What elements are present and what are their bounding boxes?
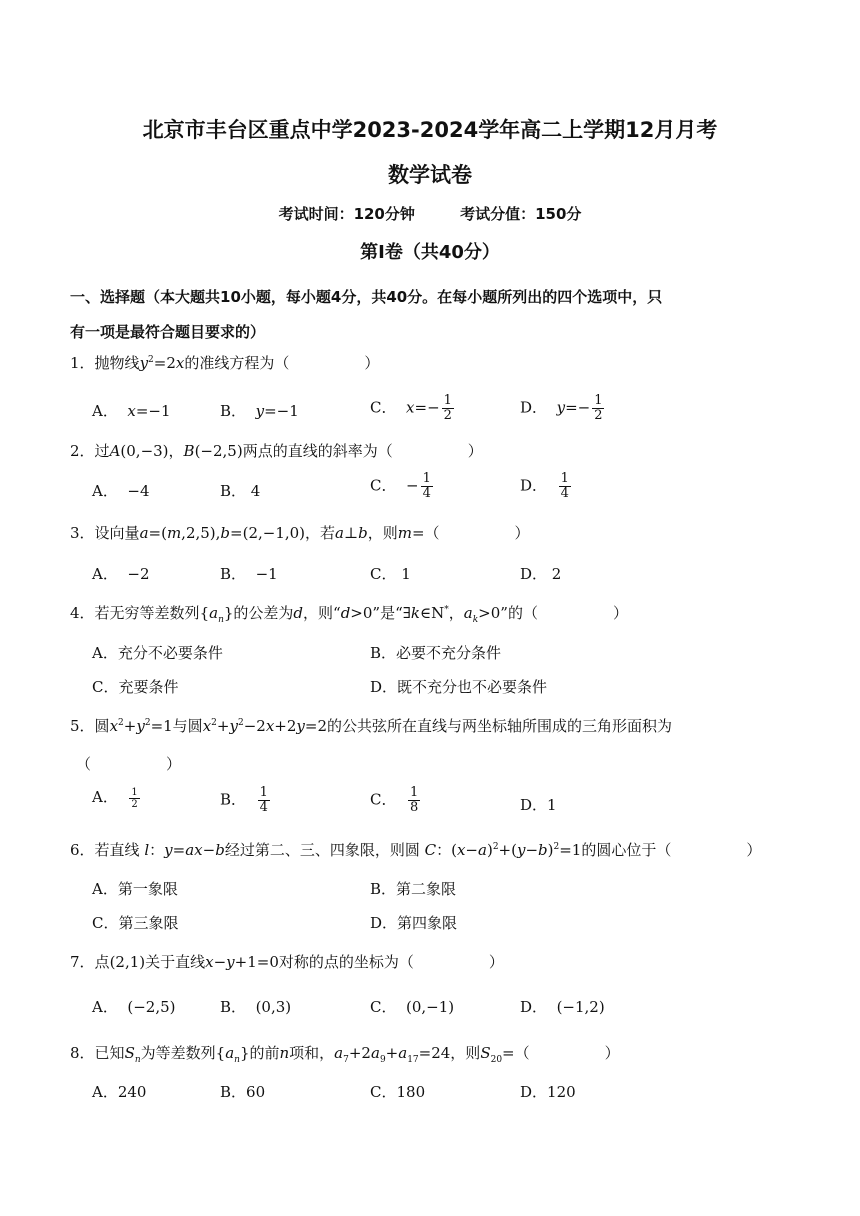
q1-option-c[interactable]: C． x=− $\frac{1}{2}$ <box>370 393 452 423</box>
exam-score: 考试分值：150分 <box>460 205 582 223</box>
q6-option-b[interactable]: B．第二象限 <box>370 880 457 898</box>
q6-option-d[interactable]: D．第四象限 <box>370 914 458 932</box>
section-heading: 一、选择题（本大题共10小题，每小题4分，共40分。在每小题所列出的四个选项中，只 有一项是最符合题目要求的） <box>70 288 663 341</box>
question-6: 6．若直线 l：y=ax−b经过第二、三、四象限，则圆 C：$(x-a)^2+(y-b)^2=1$的圆心位于（ ） <box>70 841 762 859</box>
q6-option-c[interactable]: C．第三象限 <box>92 914 179 932</box>
q3-option-d[interactable]: D． 2 <box>520 565 562 583</box>
q5-option-c[interactable]: C． $\frac{1}{8}$ <box>370 785 419 815</box>
q1-option-a[interactable]: A． x=−1 <box>92 402 171 420</box>
q7-option-a[interactable]: A． (−2,5) <box>92 998 176 1016</box>
q8-option-d[interactable]: D．120 <box>520 1083 576 1101</box>
question-7: 7．点(2,1)关于直线x−y+1=0对称的点的坐标为（ ） <box>70 953 504 971</box>
question-5: 5．圆$x^2+y^2=1$与圆$x^2+y^2-2x+2y=2$的公共弦所在直线与两坐标轴所围成的三角形面积为 <box>70 717 673 735</box>
q4-option-a[interactable]: A．充分不必要条件 <box>92 644 223 662</box>
q8-option-a[interactable]: A．240 <box>92 1083 147 1101</box>
q3-option-b[interactable]: B． −1 <box>220 565 278 583</box>
q5-option-d[interactable]: D．1 <box>520 796 557 814</box>
question-1: 1．抛物线$y^2=2x$的准线方程为（ ） <box>70 354 380 372</box>
q2-option-c[interactable]: C． − $\frac{1}{4}$ <box>370 471 431 501</box>
volume-title: 第I卷（共40分） <box>360 242 500 263</box>
q8-option-c[interactable]: C．180 <box>370 1083 426 1101</box>
question-4: 4．若无穷等差数列$\{a_n\}$的公差为d，则“d>0”是“∃k∈N*，$a_k>0$”的（ ） <box>70 604 628 625</box>
question-8: 8．已知$S_n$为等差数列$\{a_n\}$的前n项和，$a_7+2a_9+a_{17}=24$，则$S_{20}=$（ ） <box>70 1044 620 1065</box>
question-2: 2．过A(0,−3)，B(−2,5)两点的直线的斜率为（ ） <box>70 442 483 460</box>
q1-option-b[interactable]: B． y=−1 <box>220 402 299 420</box>
q2-option-a[interactable]: A． −4 <box>92 482 150 500</box>
q6-option-a[interactable]: A．第一象限 <box>92 880 178 898</box>
exam-time: 考试时间：120分钟 <box>278 205 415 223</box>
q7-option-c[interactable]: C． (0,−1) <box>370 998 455 1016</box>
q7-option-b[interactable]: B． (0,3) <box>220 998 292 1016</box>
q2-option-d[interactable]: D． $\frac{1}{4}$ <box>520 471 569 501</box>
q3-option-a[interactable]: A． −2 <box>92 565 150 583</box>
question-5-blank: （ ） <box>76 755 182 773</box>
q3-option-c[interactable]: C． 1 <box>370 565 411 583</box>
q7-option-d[interactable]: D． (−1,2) <box>520 998 605 1016</box>
question-3: 3．设向量a=(m,2,5),b=(2,−1,0)，若a⊥b，则m=（ ） <box>70 524 530 542</box>
exam-subtitle: 数学试卷 <box>388 163 472 187</box>
q8-option-b[interactable]: B．60 <box>220 1083 266 1101</box>
q4-option-d[interactable]: D．既不充分也不必要条件 <box>370 678 548 696</box>
q1-option-d[interactable]: D． y=− $\frac{1}{2}$ <box>520 393 603 423</box>
exam-info <box>0 203 860 224</box>
q5-option-a[interactable]: A． $\frac{1}{2}$ <box>92 786 138 810</box>
q4-option-c[interactable]: C．充要条件 <box>92 678 179 696</box>
q5-option-b[interactable]: B． $\frac{1}{4}$ <box>220 785 268 815</box>
q4-option-b[interactable]: B．必要不充分条件 <box>370 644 502 662</box>
exam-title: 北京市丰台区重点中学2023-2024学年高二上学期12月月考 <box>142 118 718 142</box>
q2-option-b[interactable]: B． 4 <box>220 482 261 500</box>
